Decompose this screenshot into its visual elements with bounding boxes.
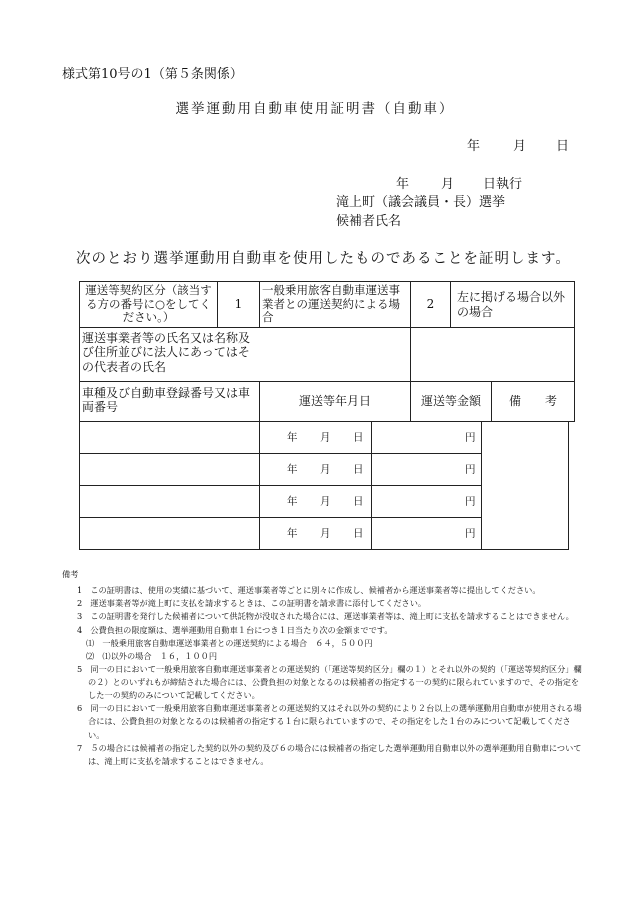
note-item: 2 運送事業者等が滝上町に支払を請求するときは、この証明書を請求書に添付してください。 [77,598,427,609]
usage-rows-table [79,421,569,550]
issue-year: 年 [467,139,481,154]
document-title: 選挙運動用自動車使用証明書（自動車） [175,101,455,117]
amount-cell[interactable] [372,486,482,518]
date-cell[interactable] [260,518,372,550]
yen-unit: 円 [465,527,476,540]
operator-info-field[interactable] [411,328,575,382]
notes-section [62,568,582,768]
note-item: 3 この証明書を発行した候補者について供託物が没収された場合には、運送事業者等は、滝上町に支払を請求することはできません。 [77,611,574,622]
note-sub-item: ⑴ 一般乗用旅客自動車運送事業者との運送契約による場合 ６４，５００円 [86,637,373,648]
note-sub-item: ⑵ ⑴以外の場合 １６，１００円 [86,650,218,661]
exec-month: 月 [441,177,455,192]
vehicle-usage-table [79,281,575,422]
exec-year: 年 [396,177,410,192]
yen-unit: 円 [465,431,476,444]
amount-column-header: 運送等金額 [411,382,492,422]
issue-day: 日 [556,139,570,154]
date-day-unit: 日 [353,431,364,444]
note-item: 1 この証明書は、使用の実績に基づいて、運送事業者等ごとに別々に作成し、候補者から運送事業者等に提出してください。 [77,585,541,596]
vehicle-cell[interactable] [80,422,260,454]
amount-cell[interactable] [372,454,482,486]
date-year-unit: 年 [287,495,298,508]
note-item: 7 ５の場合には候補者の指定した契約以外の契約及び６の場合には候補者の指定した選挙運動用自動車以外の選挙運動用自動車については、滝上町に支払を請求することはできません。 [77,742,582,766]
date-column-header: 運送等年月日 [260,382,411,422]
date-month-unit: 月 [320,495,331,508]
yen-unit: 円 [465,463,476,476]
operator-info-text: 運送事業者等の氏名又は名称及び住所並びに法人にあってはその代表者の氏名 [82,331,251,374]
date-year-unit: 年 [287,431,298,444]
date-year-unit: 年 [287,527,298,540]
contract-option-2-number[interactable]: 2 [411,282,451,328]
amount-cell[interactable] [372,422,482,454]
note-item: 5 同一の日において一般乗用旅客自動車運送事業者との運送契約（「運送等契約区分」欄の１）とそれ以外の契約（「運送等契約区分」欄の２）とのいずれもが締結された場合には、公費負担の対象となるのは候補者の指定する一の契約に限られていますので、その指定をした一の契約のみについて記載してください。 [77,663,582,701]
contract-option-1-text: 一般乗用旅客自動車運送事業者との運送契約による場合 [260,282,411,328]
date-day-unit: 日 [353,495,364,508]
date-day-unit: 日 [353,463,364,476]
issue-month: 月 [513,139,527,154]
date-cell[interactable] [260,422,372,454]
notes-heading: 備考 [62,569,79,579]
vehicle-column-header: 車種及び自動車登録番号又は車両番号 [80,382,260,422]
date-month-unit: 月 [320,431,331,444]
candidate-name-label: 候補者氏名 [336,214,402,229]
remarks-cell[interactable] [482,422,569,550]
exec-day: 日執行 [483,177,523,192]
remarks-column-header: 備 考 [492,382,575,422]
date-cell[interactable] [260,486,372,518]
date-month-unit: 月 [320,463,331,476]
contract-type-label: 運送等契約区分（該当する方の番号に○をしてください。） [80,282,218,328]
vehicle-cell[interactable] [80,518,260,550]
date-year-unit: 年 [287,463,298,476]
contract-option-2-text: 左に掲げる場合以外の場合 [451,282,575,328]
date-month-unit: 月 [320,527,331,540]
vehicle-cell[interactable] [80,486,260,518]
amount-cell[interactable] [372,518,482,550]
date-day-unit: 日 [353,527,364,540]
operator-info-label [80,328,411,382]
election-name: 滝上町（議会議員・長）選挙 [336,195,506,210]
date-cell[interactable] [260,454,372,486]
certification-statement: 次のとおり選挙運動用自動車を使用したものであることを証明します。 [76,251,571,267]
form-number: 様式第10号の1（第５条関係） [62,67,243,82]
note-item: 4 公費負担の限度額は、選挙運動用自動車１台につき１日当たり次の金額までです。 [77,624,393,635]
yen-unit: 円 [465,495,476,508]
vehicle-cell[interactable] [80,454,260,486]
note-item: 6 同一の日において一般乗用旅客自動車運送事業者との運送契約又はそれ以外の契約により２台以上の選挙運動用自動車が使用される場合には、公費負担の対象となるのは候補者の指定する１台に限られていますので、その指定をした１台のみについて記載してください。 [77,703,582,740]
contract-option-1-number[interactable]: 1 [218,282,260,328]
